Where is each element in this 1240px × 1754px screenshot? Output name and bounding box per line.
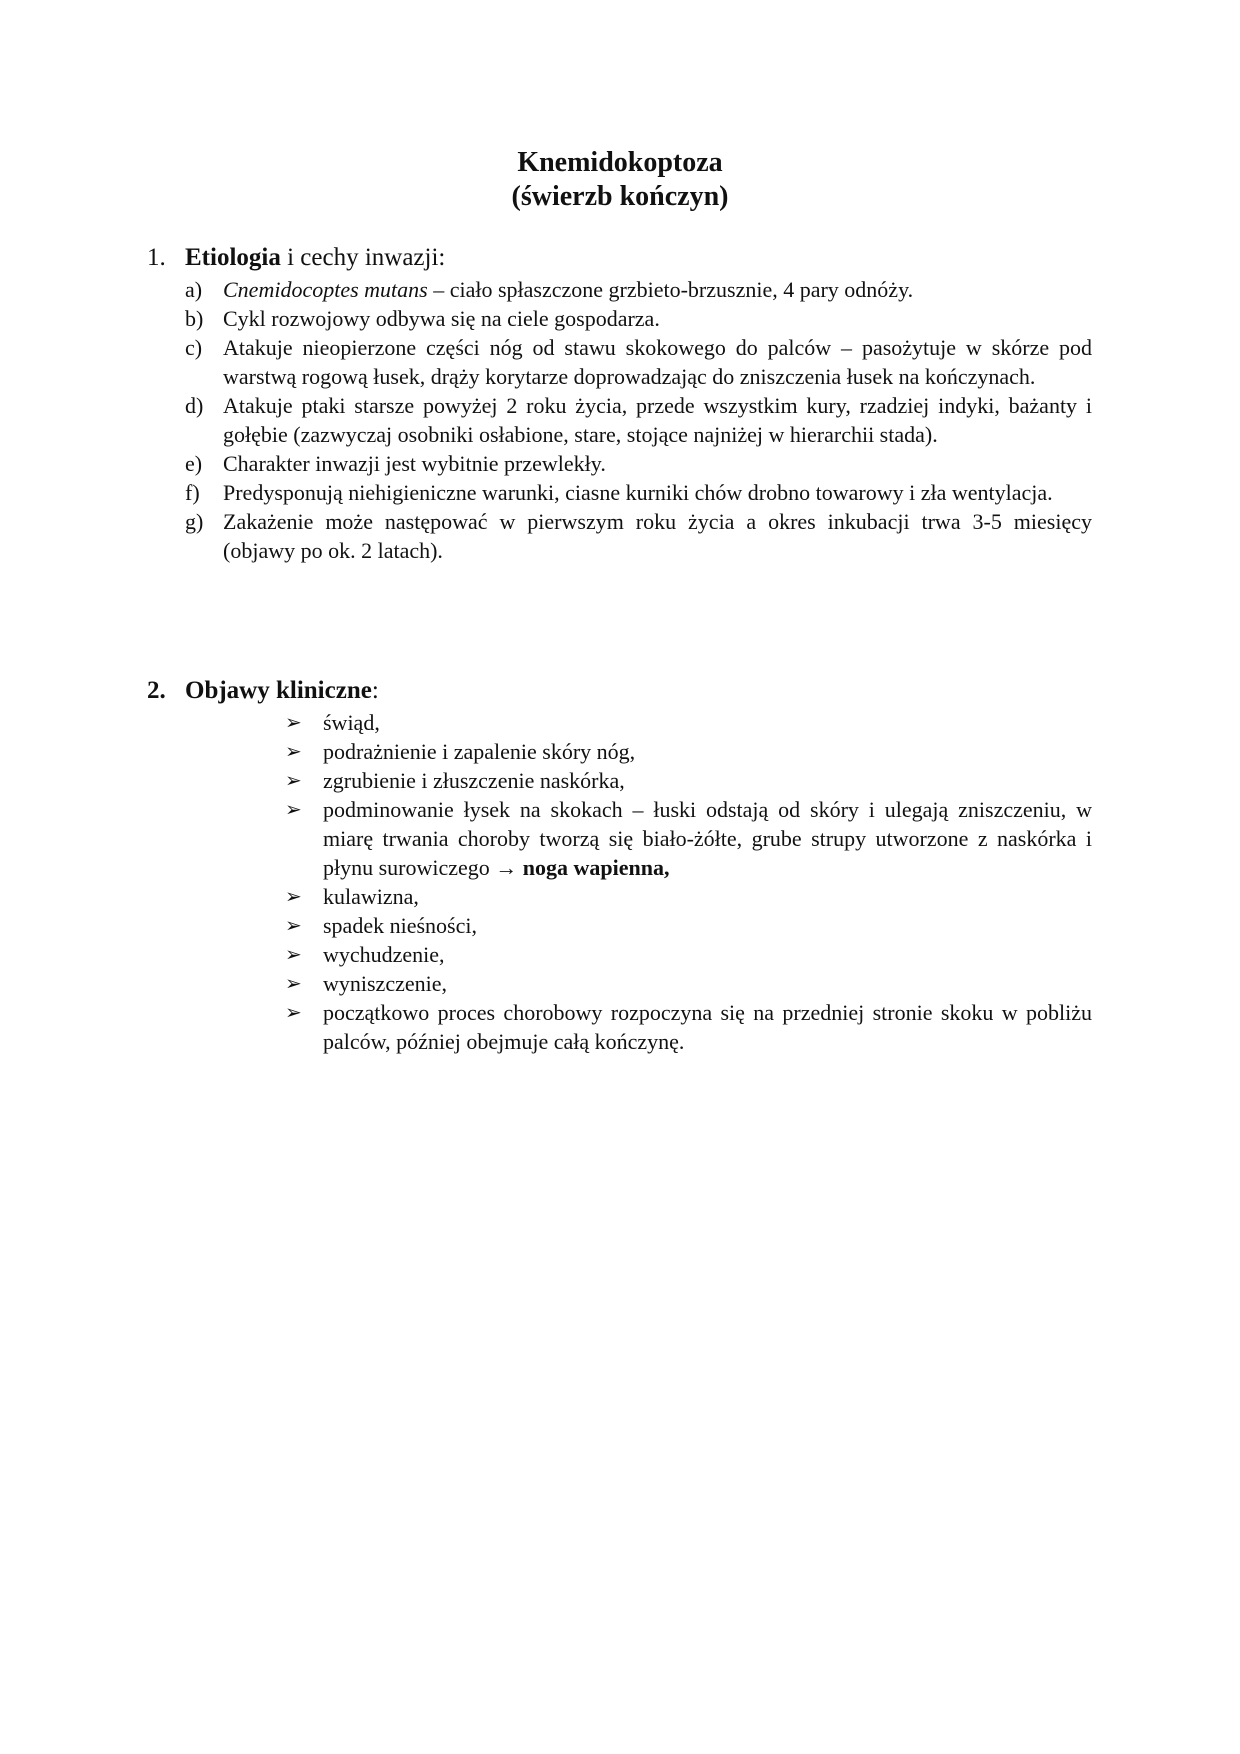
list-item xyxy=(285,911,1092,940)
item-text: spadek nieśności, xyxy=(323,913,477,938)
item-text: Atakuje nieopierzone części nóg od stawu skokowego do palców – pasożytuje w skórze pod warstwą rogową łusek, drąży korytarze doprowadzając do zniszczenia łusek na kończynach. xyxy=(223,335,1092,389)
title-block xyxy=(0,146,1240,214)
list-item xyxy=(285,998,1092,1056)
item-letter: g) xyxy=(185,509,204,534)
clinical-signs-list xyxy=(147,708,1092,1056)
item-emphasis: noga wapienna xyxy=(522,855,665,880)
arrow-bullet-icon: ➢ xyxy=(285,710,302,734)
section-heading-clinical xyxy=(147,676,1092,706)
list-item xyxy=(285,882,1092,911)
section-etiology xyxy=(147,243,1092,565)
item-text xyxy=(323,795,1092,882)
arrow-bullet-icon: ➢ xyxy=(285,913,302,937)
section-clinical-signs xyxy=(147,676,1092,1056)
document-title: Knemidokoptoza xyxy=(517,147,723,178)
list-item xyxy=(185,333,1092,391)
list-item xyxy=(285,737,1092,766)
item-letter: a) xyxy=(185,277,203,302)
section-number: 1. xyxy=(147,244,166,271)
item-text: wychudzenie, xyxy=(323,942,445,967)
item-text-rest: – ciało spłaszczone grzbieto-brzusznie, 4 pary odnóży. xyxy=(427,277,914,302)
item-letter: e) xyxy=(185,451,203,476)
arrow-bullet-icon: ➢ xyxy=(285,942,302,966)
document-subtitle: (świerzb kończyn) xyxy=(511,181,729,212)
arrow-bullet-icon: ➢ xyxy=(285,768,302,792)
item-letter: b) xyxy=(185,306,204,331)
item-text-main: podminowanie łysek na skokach – łuski odstają od skóry i ulegają zniszczeniu, w miarę trwania choroby tworzą się biało-żółte, grube strupy utworzone z naskórka i płynu surowiczego xyxy=(323,797,1092,880)
item-text: początkowo proces chorobowy rozpoczyna się na przedniej stronie skoku w pobliżu palców, później obejmuje całą kończynę. xyxy=(323,1000,1092,1054)
list-item xyxy=(285,940,1092,969)
list-item xyxy=(285,766,1092,795)
item-text: podrażnienie i zapalenie skóry nóg, xyxy=(323,739,636,764)
item-text: Cykl rozwojowy odbywa się na ciele gospodarza. xyxy=(223,306,660,331)
item-text: zgrubienie i złuszczenie naskórka, xyxy=(323,768,625,793)
arrow-bullet-icon: ➢ xyxy=(285,797,302,821)
item-text: wyniszczenie, xyxy=(323,971,447,996)
list-item xyxy=(185,449,1092,478)
item-text: świąd, xyxy=(323,710,380,735)
item-letter: f) xyxy=(185,480,200,505)
etiology-list xyxy=(147,275,1092,565)
list-item xyxy=(185,304,1092,333)
list-item xyxy=(285,969,1092,998)
arrow-bullet-icon: ➢ xyxy=(285,1000,302,1024)
section-heading-etiology xyxy=(147,243,1092,273)
section-number: 2. xyxy=(147,677,166,704)
list-item xyxy=(185,275,1092,304)
arrow-bullet-icon: ➢ xyxy=(285,971,302,995)
section-heading-rest: i cechy inwazji: xyxy=(280,244,446,271)
list-item xyxy=(185,507,1092,565)
list-item xyxy=(185,478,1092,507)
arrow-bullet-icon: ➢ xyxy=(285,739,302,763)
item-letter: d) xyxy=(185,393,204,418)
item-text: Atakuje ptaki starsze powyżej 2 roku życia, przede wszystkim kury, rzadziej indyki, bażanty i gołębie (zazwyczaj osobniki osłabione, stare, stojące najniżej w hierarchii stada). xyxy=(223,393,1092,447)
item-text: Predysponują niehigieniczne warunki, ciasne kurniki chów drobno towarowy i zła wentylacja. xyxy=(223,480,1053,505)
section-heading-bold: Objawy kliniczne xyxy=(185,677,372,704)
list-item xyxy=(285,795,1092,882)
item-text xyxy=(223,275,1092,304)
item-letter: c) xyxy=(185,335,203,360)
item-text: Zakażenie może następować w pierwszym roku życia a okres inkubacji trwa 3-5 miesięcy (objawy po ok. 2 latach). xyxy=(223,509,1092,563)
list-item xyxy=(185,391,1092,449)
section-heading-rest: : xyxy=(371,677,379,704)
item-tail: , xyxy=(664,855,670,880)
right-arrow-icon: → xyxy=(495,855,518,880)
item-text: Charakter inwazji jest wybitnie przewlekły. xyxy=(223,451,606,476)
species-name: Cnemidocoptes mutans xyxy=(223,277,428,302)
arrow-bullet-icon: ➢ xyxy=(285,884,302,908)
list-item xyxy=(285,708,1092,737)
section-heading-bold: Etiologia xyxy=(185,244,281,271)
item-text: kulawizna, xyxy=(323,884,419,909)
